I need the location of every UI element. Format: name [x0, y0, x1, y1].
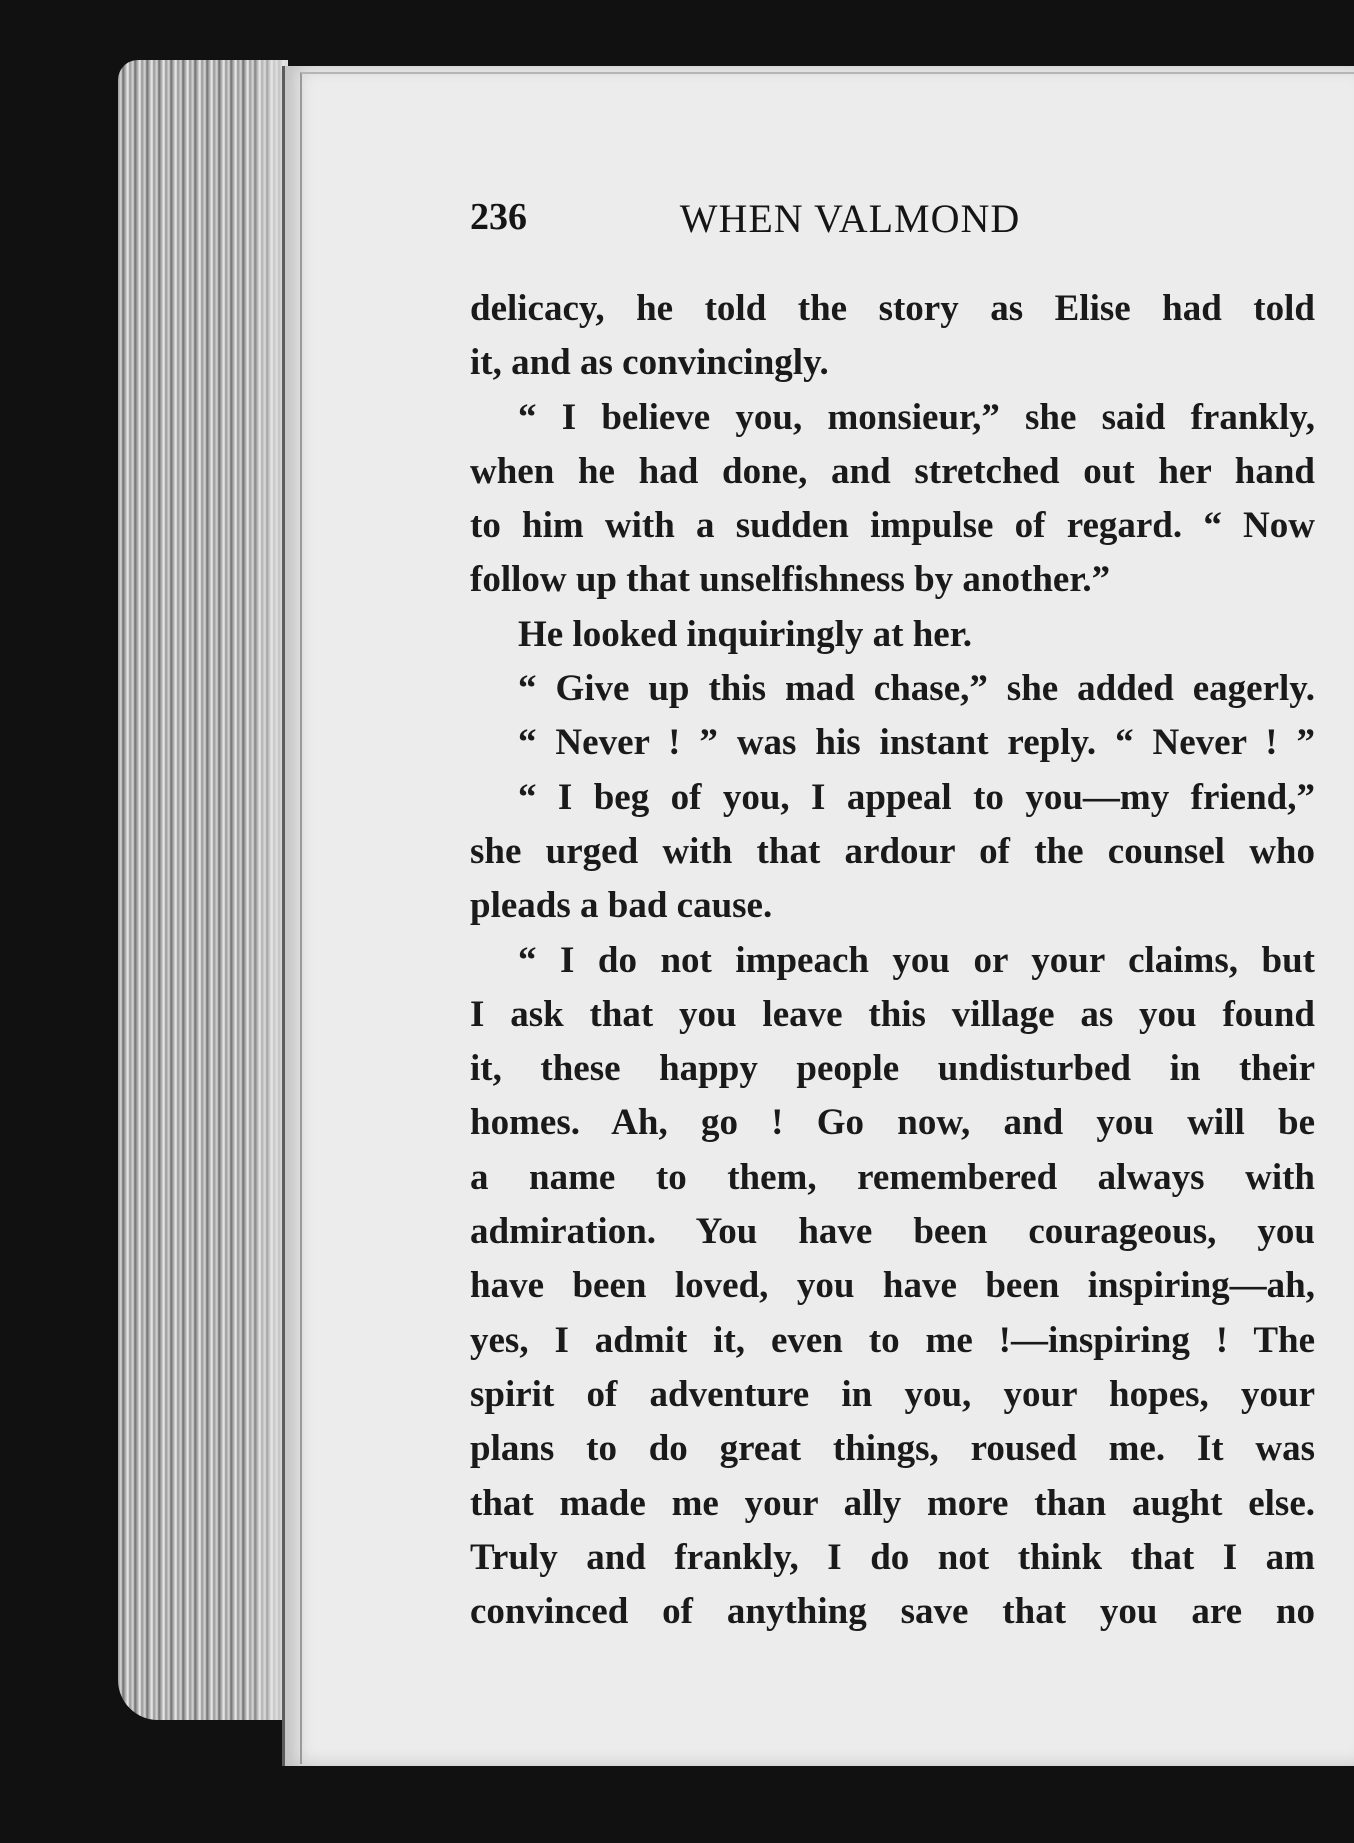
text-line: it, and as convincingly. — [470, 342, 829, 384]
text-line: convinced of anything save that you are no — [470, 1591, 1315, 1633]
body-text — [470, 282, 1315, 1639]
page-number: 236 — [470, 196, 527, 238]
page-edges — [118, 60, 288, 1720]
text-line: admiration. You have been courageous, you — [470, 1211, 1315, 1253]
text-line: Truly and frankly, I do not think that I am — [470, 1536, 1315, 1578]
text-line: follow up that unselfishness by another.” — [470, 559, 1111, 601]
text-line: He looked inquiringly at her. — [518, 613, 973, 655]
text-line: she urged with that ardour of the counsel who — [470, 830, 1315, 872]
text-line: have been loved, you have been inspiring—ah, — [470, 1265, 1315, 1307]
text-line: it, these happy people undisturbed in their — [470, 1048, 1315, 1090]
text-line: “ Give up this mad chase,” she added eagerly. — [518, 668, 1315, 710]
text-line: “ I do not impeach you or your claims, but — [518, 939, 1315, 981]
text-line: to him with a sudden impulse of regard. “ Now — [470, 505, 1315, 547]
text-line: that made me your ally more than aught else. — [470, 1482, 1315, 1524]
text-line: “ I beg of you, I appeal to you—my friend,” — [518, 776, 1315, 818]
text-line: delicacy, he told the story as Elise had told — [470, 288, 1315, 329]
running-title: WHEN VALMOND — [679, 196, 1021, 241]
text-line: “ I believe you, monsieur,” she said frankly, — [518, 396, 1315, 438]
text-line: spirit of adventure in you, your hopes, your — [470, 1373, 1315, 1415]
text-line: pleads a bad cause. — [470, 885, 773, 927]
text-line: “ Never ! ” was his instant reply. “ Never ! ” — [518, 722, 1315, 764]
text-line: plans to do great things, roused me. It was — [470, 1428, 1315, 1470]
text-line: a name to them, remembered always with — [470, 1156, 1315, 1198]
text-line: when he had done, and stretched out her hand — [470, 450, 1315, 492]
text-line: homes. Ah, go ! Go now, and you will be — [470, 1102, 1315, 1144]
text-line: I ask that you leave this village as you found — [470, 993, 1315, 1035]
page-header — [470, 195, 1320, 245]
text-line: yes, I admit it, even to me !—inspiring ! The — [470, 1319, 1315, 1361]
